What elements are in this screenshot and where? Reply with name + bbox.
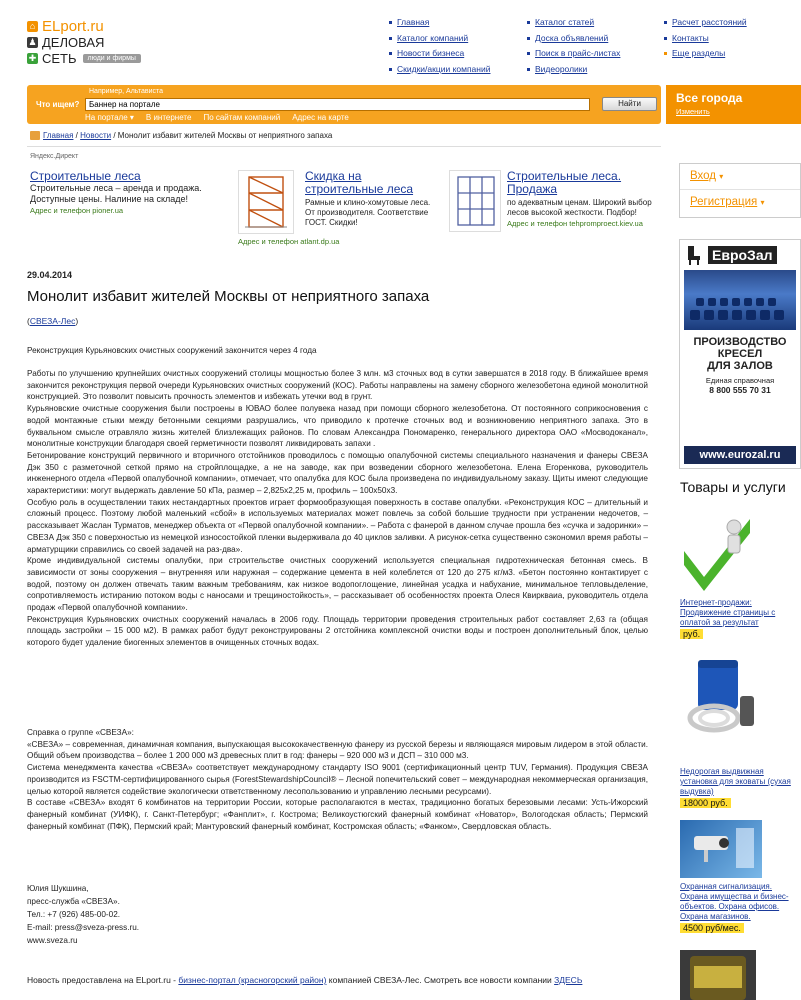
service-price: руб. [680,629,703,639]
search-label: Что ищем? [36,100,80,109]
ad-text: Строительные леса – аренда и продажа. Доступные цены. Налиние на складе! [30,183,202,204]
region-change-link[interactable]: Изменить [676,107,710,116]
chevron-down-icon: ▾ [760,198,765,207]
ad-title[interactable]: Строительные леса [30,169,141,183]
search-scope-sites[interactable]: По сайтам компаний [203,113,281,122]
hall-photo [684,270,796,330]
scaffold-icon [450,171,502,233]
banner-line2: КРЕСЕЛ [717,348,763,360]
article-paragraph: Особую роль в осуществлении таких нестандартных проектов играет формообразующая поверхность в составе опалубки. «Реконструкция КОС – длительный и сложный процесс. Поэтому любой маленький «сбой» в используемых материалах может повлечь за собой большие трудности при устранении недочетов, – рассказывает Жаслан Турматов, менеджер объекта от «Первой опалубочной компании». – Работа с фанерой в данном случае прошла без «сучка и задоринки» – СВЕЗА Дэк 350 с поверхностью из немецкой износостойкой пленки выдерживала до 40 циклов заливки. А рисунок-сетка существенно сэкономил время работы – арматурщики справились со своей задачей на раз-два». [27,497,648,554]
security-camera-icon [680,820,762,878]
company-news-link[interactable]: ЗДЕСЬ [554,975,583,985]
banner-phone: 8 800 555 70 31 [709,385,771,395]
services-title: Товары и услуги [680,479,786,495]
article-paragraph: Курьяновские очистные сооружения были построены в ЮВАО более полувека назад при помощи сборного железобетона. От постоянного соприкосновения с водой монтажные стыки между бетонными секциями разрушались, что приводило к протечке сточных вод и возникновению неприятного запаха. Это в буквальном смысле отравляло жизнь жителей близлежащих районов. По словам Александра Пономаренко, генерального директора ОАО «Мосводоканал», монолитные конструкции благодаря своей герметичности позволят ликвидировать запахи . [27,404,648,449]
article-paragraph: Работы по улучшению крупнейших очистных сооружений столицы мощностью более 3 млн. м3 сточных вод в сутки завершатся в 2018 году. В ближайшее время закончится реконструкция первой очереди Курьяновских очистных сооружений (КОС). Работы направлены на замену сборного железобетона единой монолитной конструкцией. Это позволит повысить прочность элементов и избежать утечки вод в грунт. [27,369,648,402]
nav-main[interactable]: Главная [397,17,430,27]
nav-more[interactable]: Еще разделы [672,48,726,58]
search-scope-options [85,113,349,122]
topnav-col1 [389,15,490,77]
ad-2-address[interactable] [238,236,339,247]
article-body [27,368,648,649]
ad-address [30,205,230,216]
about-company [27,727,648,832]
ad-3[interactable] [507,170,657,229]
scaffold-image[interactable] [238,170,294,234]
article-company: (СВЕЗА-Лес) [27,316,79,326]
banner-text [680,336,800,395]
eurozal-banner[interactable] [679,239,801,469]
seats-illustration [684,270,796,330]
ad-address [507,218,657,229]
logo-line2: ДЕЛОВАЯ [42,34,105,50]
article-paragraph: Реконструкция Курьяновских очистных сооружений началась в 2006 году. Площадь территории проведения строительных работ составляет 2,63 га (общая площадь застройки – 15 000 м2). В рамках работ будут реконструированы 2 отстойника комплексной очистки воды и построен дополнительный блок, целью которого будет удаление биогенных элементов в очищенных сточных водах. [27,614,648,648]
ad-url[interactable]: tehpromproect.kiev.ua [569,219,643,228]
contact-line: Юлия Шукшина, [27,884,89,893]
banner-site: www.eurozal.ru [684,446,796,464]
region-title: Все города [676,91,743,105]
service-price: 18000 руб. [680,798,731,808]
service-image-3[interactable] [680,820,762,878]
service-price: 4500 руб/мес. [680,923,744,933]
contact-line: E-mail: press@sveza-press.ru. [27,923,140,932]
nav-companies[interactable]: Каталог компаний [397,32,469,43]
source-prefix: Новость предоставлена на ELport.ru - [27,975,179,985]
person-icon: ♟ [28,36,37,47]
search-hint: Например, Альтависта [89,88,164,95]
breadcrumb-current: Монолит избавит жителей Москвы от неприятного запаха [117,131,333,140]
home-icon [30,131,40,140]
about-paragraph: Система менеджмента качества «СВЕЗА» соответствует международному стандарту ISO 9001 (сертификационный центр TUV, Германия). Продукция СВЕЗА производится из FSCTM-сертифицированного сырья (ForestStewardshipCouncil® – Лесной попечительский совет – международная некоммерческая организация, целью которой является содействие экологически ответственному лесопользованию и управлению лесными ресурсами). [27,763,648,796]
service-item-3[interactable] [680,882,801,934]
banner-brand: ЕвроЗал [708,246,777,264]
breadcrumb-separator: / [111,131,118,140]
ad-title[interactable]: Строительные леса. Продажа [507,169,622,196]
region-selector[interactable] [666,85,801,124]
search-scope-portal[interactable]: На портале ▾ [85,113,134,122]
contact-line: www.sveza.ru [27,936,78,945]
contact-line: пресс-служба «СВЕЗА». [27,897,120,906]
topnav-col2 [527,15,620,77]
ad-text: Рамные и клино-хомутовые леса. От производителя. Соответствие ГОСТ. Скидки! [305,198,431,227]
news-source-line [27,975,582,985]
logo-tagline: люди и фирмы [83,54,141,63]
search-scope-map[interactable]: Адрес на карте [292,113,349,122]
service-image-1[interactable] [680,511,756,593]
topnav-col3 [664,15,747,62]
login-button[interactable]: Вход ▾ [680,164,800,190]
checkmark-person-icon [680,511,756,593]
ad-text: по адекватным ценам. Широкий выбор лесов высокой жесткости. Подбор! [507,198,652,217]
service-item-1[interactable] [680,598,801,640]
banner-help: Единая справочная [705,376,775,385]
direct-label: Яндекс.Директ [30,153,79,160]
auth-box [679,163,801,218]
logo-title: ELport.ru [42,17,104,35]
ad-address-label[interactable]: Адрес и телефон [507,219,568,228]
ad-url[interactable]: pioner.ua [92,206,124,215]
nav-news[interactable]: Новости бизнеса [397,48,465,58]
about-paragraph: Справка о группе «СВЕЗА»: [27,728,134,737]
service-image-2[interactable] [680,656,762,738]
service-name[interactable]: Охранная сигнализация. Охрана имущества и бизнес-объектов. Охрана офисов. Охрана магазинов. [680,882,789,921]
breadcrumb-separator: / [73,131,81,140]
nav-videos[interactable]: Видеоролики [535,63,588,74]
article-paragraph: Кроме индивидуальной системы опалубки, при строительстве очистных сооружений используется специальная гидротехническая бетонная смесь. В зависимости от зоны сооружения – внутренняя или наружная – содержание цемента в ней колеблется от 120 до 275 кг/м3. «Бетон постоянно контактирует с водой, поэтому он должен отвечать таким важным требованиям, как низкое водопоглощение, линейная усадка и набухание, минимальное тепловыделение, сопротивляемость истиранию потоком воды с наносами и трещиностойкость», – рассказывает об особенностях проекта Олеся Квиркваиа, руководитель отдела продаж «Первой опалубочной компании». [27,556,648,613]
site-logo[interactable] [27,18,141,66]
breadcrumb [30,131,332,140]
article-lead: Реконструкция Курьяновских очистных сооружений закончится через 4 года [27,346,317,355]
nav-price-search[interactable]: Поиск в прайс-листах [535,48,621,58]
banner-line3: ДЛЯ ЗАЛОВ [707,360,773,372]
company-link[interactable]: СВЕЗА-Лес [29,316,76,326]
search-input[interactable] [85,98,590,111]
register-button[interactable]: Регистрация ▾ [690,196,765,208]
nav-articles[interactable]: Каталог статей [535,17,595,27]
banner-header [680,240,800,266]
article-title: Монолит избавит жителей Москвы от неприятного запаха [27,288,430,305]
scaffold-icon [239,171,295,235]
ad-title[interactable]: Скидка на строительные леса [305,169,414,196]
ad-url[interactable]: atlant.dp.ua [300,237,340,246]
chevron-down-icon: ▾ [719,172,724,181]
press-contacts [27,882,648,947]
ad-1[interactable] [30,170,230,216]
portal-link[interactable]: бизнес-портал (красногорский район) [178,975,327,985]
network-icon: ✚ [28,52,37,63]
blower-machine-icon [680,656,762,738]
divider [27,146,661,147]
service-item-2[interactable] [680,767,801,809]
contact-line: Тел.: +7 (926) 485-00-02. [27,910,121,919]
breadcrumb-home[interactable]: Главная [43,131,74,140]
about-paragraph: В составе «СВЕЗА» входят 6 комбинатов на территории России, которые располагаются в местах, традиционно богатых березовыми лесами: Усть-Ижорский фанерный комбинат (УИФК), г. Санкт-Петербург; «Фанплит», г. Кострома; Великоустюгский фанерный комбинат «Новатор», Вологодская область; Пермский фанерный комбинат (ПФК), Пермский край; Мантуровский фанерный комбинат, Костромская область; «Фанком», Свердловская область. [27,798,648,831]
chair-icon [684,244,704,266]
ad-2[interactable] [305,170,440,228]
search-button[interactable]: Найти [602,97,657,111]
breadcrumb-news[interactable]: Новости [80,131,112,140]
nav-contacts[interactable]: Контакты [672,32,709,43]
banner-line1: ПРОИЗВОДСТВО [693,336,787,348]
product-can-icon [680,950,756,1000]
service-image-4[interactable] [680,950,756,1000]
logo-line3: СЕТЬ [42,50,77,66]
ad-address-label[interactable]: Адрес и телефон [238,237,299,246]
service-name[interactable]: Недорогая выдвижная установка для эковаты (сухая выдувка) [680,767,791,796]
article-date: 29.04.2014 [27,270,73,280]
nav-board[interactable]: Доска объявлений [535,32,609,43]
service-name[interactable]: Интернет-продажи: Продвижение страницы с оплатой за результат [680,598,776,627]
article-paragraph: Бетонирование конструкций первичного и вторичного отстойников проводилось с помощью опалубочной системы специального назначения и фанеры СВЕЗА Дэк 350 с разметочной сеткой прямо на стройплощадке, а не на заводе, как при возведении сборного железобетона. Елена Егоренкова, руководитель инженерного отдела «Первой опалубочной компании», отмечает, что опалубка для КОС была произведена по индивидуальному заказу. Щиты имеют следующие характеристики: могут выдержать давление 50 кПа, размер – 2,825х2,25 м, профиль – 100х50х3. [27,450,648,496]
search-scope-internet[interactable]: В интернете [145,113,192,122]
scaffold-image[interactable] [449,170,501,232]
about-paragraph: «СВЕЗА» – современная, динамичная компания, выпускающая высококачественную фанеру из русской березы и являющаяся мировым лидером в этой области. Общий объем производства – более 1 200 000 м3 древесных плит в год: фанеры – 920 000 м3 и ДСП – 310 000 м3. [27,739,648,761]
nav-distance[interactable]: Расчет расстояний [672,17,747,27]
source-mid: компанией СВЕЗА-Лес. Смотреть все новости компании [326,975,555,985]
ad-address-label[interactable]: Адрес и телефон [30,206,91,215]
nav-discounts[interactable]: Скидки/акции компаний [397,63,491,74]
house-icon: ⌂ [27,21,38,32]
